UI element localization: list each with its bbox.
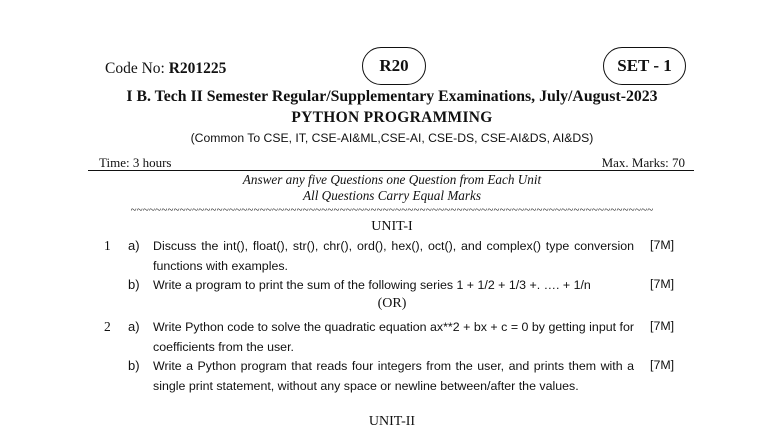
question-1b-marks: [7M] [650, 277, 675, 291]
code-value: R201225 [168, 60, 227, 77]
question-2a-text: Write Python code to solve the quadratic equation ax**2 + bx + c = 0 by getting input for coefficients from the user. [153, 320, 634, 354]
regulation-badge: R20 [362, 47, 426, 85]
common-to-branches: (Common To CSE, IT, CSE-AI&ML,CSE-AI, CSE-DS, CSE-AI&DS, AI&DS) [190, 131, 594, 145]
set-badge: SET - 1 [603, 47, 686, 85]
question-1b-text: Write a program to print the sum of the following series 1 + 1/2 + 1/3 +. …. + 1/n [153, 278, 591, 292]
exam-title: I B. Tech II Semester Regular/Supplementary Examinations, July/August-2023 [126, 88, 658, 105]
question-1a-label: a) [128, 238, 140, 253]
question-1b-label: b) [128, 277, 140, 292]
question-2b-marks: [7M] [650, 358, 675, 372]
instruction-line-2: All Questions Carry Equal Marks [302, 188, 482, 203]
instruction-line-1: Answer any five Questions one Question from Each Unit [242, 172, 542, 187]
question-2b-text: Write a Python program that reads four integers from the user, and prints them with a single print statement, without any space or newline between/after the values. [153, 359, 634, 393]
question-1a-text: Discuss the int(), float(), str(), chr(), ord(), hex(), oct(), and complex() type conversion functions with examples. [153, 239, 634, 273]
header-divider [88, 170, 694, 171]
question-1-number: 1 [104, 238, 111, 253]
code-number [105, 60, 226, 78]
or-separator: (OR) [377, 296, 407, 311]
question-2a-marks: [7M] [650, 319, 675, 333]
question-2b-label: b) [128, 358, 140, 373]
tilde-separator: ~~~~~~~~~~~~~~~~~~~~~~~~~~~~~~~~~~~~~~~~~~~~~~~~~~~~~~~~~~~~~~~~~~~~~~~~~~~~~~~~~~~~~ [130, 204, 654, 216]
question-2-number: 2 [104, 319, 111, 334]
subject-title: PYTHON PROGRAMMING [291, 109, 493, 126]
question-2a-label: a) [128, 319, 140, 334]
exam-duration: Time: 3 hours [99, 155, 172, 170]
unit-2-heading: UNIT-II [368, 414, 416, 429]
unit-1-heading: UNIT-I [371, 219, 413, 234]
question-1a-marks: [7M] [650, 238, 675, 252]
code-label: Code No: [105, 60, 165, 77]
max-marks: Max. Marks: 70 [601, 155, 685, 170]
